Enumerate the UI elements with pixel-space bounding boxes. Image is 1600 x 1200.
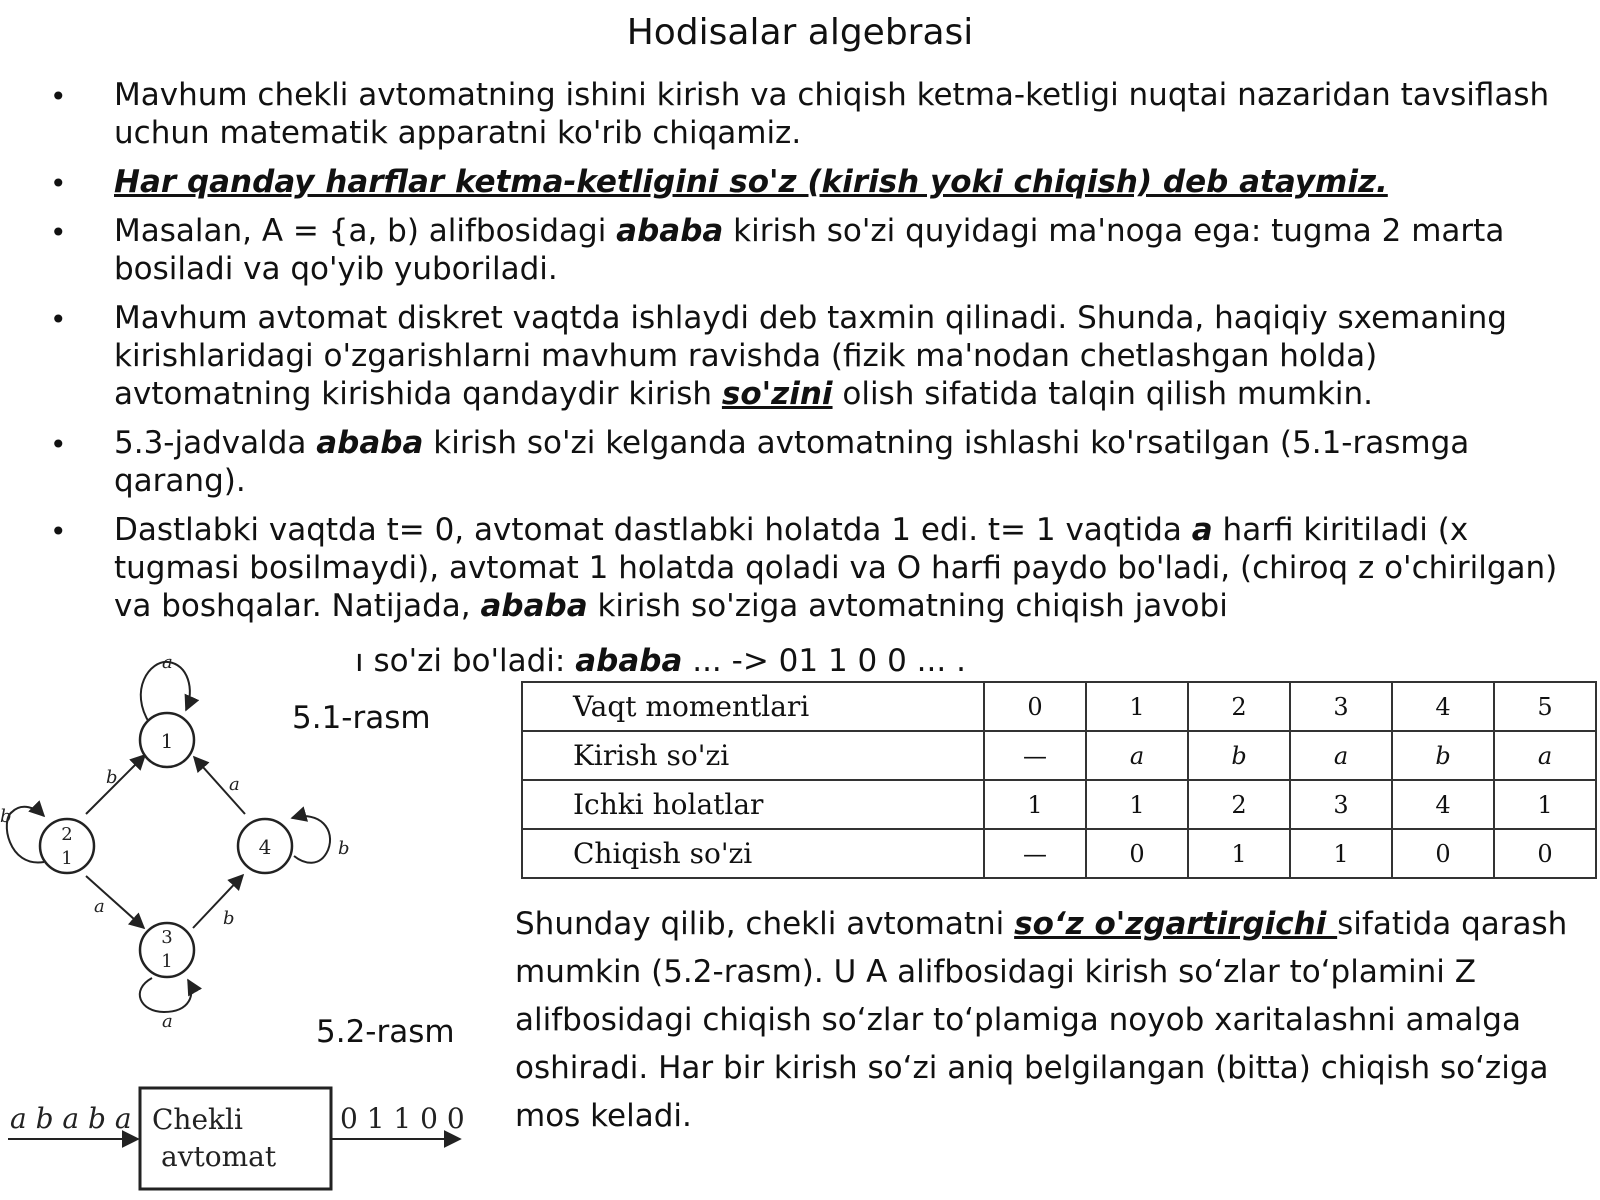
- bullet-2: [30, 163, 1570, 201]
- partial-line-post: ... -> 01 1 0 0 ... .: [682, 643, 966, 678]
- table-cell: —: [984, 829, 1086, 878]
- table-header-cell: 3: [1290, 682, 1392, 731]
- input-word: a b a b a: [10, 1102, 132, 1135]
- table-cell: 0: [1086, 829, 1188, 878]
- bullet-list: [30, 76, 1570, 636]
- table-header-cell: 5: [1494, 682, 1596, 731]
- partial-line-em: ababa: [575, 643, 683, 678]
- bullet-3: [30, 212, 1570, 288]
- table-cell: b: [1392, 731, 1494, 780]
- node-2-label-bottom: 1: [61, 848, 73, 869]
- table-row-label: Chiqish so'zi: [522, 829, 984, 878]
- table-cell: 2: [1188, 780, 1290, 829]
- table-header-cell: 0: [984, 682, 1086, 731]
- summary-paragraph: [515, 900, 1575, 1140]
- figure-1-caption: 5.1-rasm: [292, 700, 431, 736]
- bullet-3-em: ababa: [616, 213, 724, 249]
- table-cell: 1: [1290, 829, 1392, 878]
- bullet-6-p2: harfi kiritiladi (x tugmasi bosilmaydi), avtomat 1 holatda qoladi va O harfi paydo bo'ladi, (chiroq z o'chirilgan) va boshqalar. Natijada,: [114, 512, 1558, 624]
- edge-3-4: [193, 875, 243, 928]
- edge-label-e23: a: [94, 896, 105, 917]
- table-header-row: [522, 682, 1596, 731]
- table-cell: 1: [1188, 829, 1290, 878]
- table-cell: a: [1086, 731, 1188, 780]
- bullet-5-pre: 5.3-jadvalda: [114, 425, 317, 461]
- node-3-label-top: 3: [161, 927, 173, 948]
- partial-line-pre: ı so'zi bo'ladi:: [355, 643, 576, 678]
- table-header-cell: 1: [1086, 682, 1188, 731]
- loop-3: [140, 978, 192, 1012]
- table-row: [522, 780, 1596, 829]
- loop-4: [292, 816, 330, 863]
- table-cell: 3: [1290, 780, 1392, 829]
- bullet-4-post: olish sifatida talqin qilish mumkin.: [832, 376, 1374, 412]
- bullet-5: [30, 424, 1570, 500]
- table-cell: —: [984, 731, 1086, 780]
- table-header-label: Vaqt momentlari: [522, 682, 984, 731]
- slide-title: Hodisalar algebrasi: [626, 12, 974, 53]
- paragraph-post: sifatida qarash mumkin (5.2-rasm). U A alifbosidagi kirish so‘zlar to‘plamini Z alifbosidagi chiqish so‘zlar to‘plamiga noyob xaritalashni amalga oshiradi. Har bir kirish so‘zi aniq belgilangan (bitta) chiqish so‘ziga mos keladi.: [515, 906, 1568, 1134]
- table-header-cell: 2: [1188, 682, 1290, 731]
- bullet-6-em2: ababa: [480, 588, 588, 624]
- node-2-label-top: 2: [61, 824, 73, 845]
- table-cell: a: [1290, 731, 1392, 780]
- bullet-6-p3: kirish so'ziga avtomatning chiqish javobi: [587, 588, 1228, 624]
- edge-label-loop2: b: [0, 806, 12, 827]
- node-4-label: 4: [258, 835, 272, 859]
- bullet-2-text: Har qanday harflar ketma-ketligini so'z (kirish yoki chiqish) deb ataymiz.: [114, 164, 1388, 200]
- table-5-3: [521, 681, 1597, 879]
- table-header-cell: 4: [1392, 682, 1494, 731]
- loop-2: [7, 807, 44, 863]
- bullet-3-post: kirish so'zi quyidagi ma'noga ega: tugma 2 marta bosiladi va qo'yib yuboriladi.: [114, 213, 1505, 287]
- box-label-line2: avtomat: [161, 1140, 277, 1173]
- bullet-6-p1: Dastlabki vaqtda t= 0, avtomat dastlabki holatda 1 edi. t= 1 vaqtida: [114, 512, 1192, 548]
- table-cell: b: [1188, 731, 1290, 780]
- node-3-label-bottom: 1: [161, 951, 173, 972]
- table-row-label: Ichki holatlar: [522, 780, 984, 829]
- bullet-6-em1: a: [1191, 512, 1213, 548]
- bullet-4: [30, 299, 1570, 413]
- bullet-5-em: ababa: [316, 425, 424, 461]
- block-diagram: [0, 1080, 480, 1195]
- table-cell: 1: [1086, 780, 1188, 829]
- box-label-line1: Chekli: [152, 1103, 243, 1136]
- bullet-5-post: kirish so'zi kelganda avtomatning ishlashi ko'rsatilgan (5.1-rasmga qarang).: [114, 425, 1470, 499]
- node-1-label: 1: [160, 729, 174, 753]
- table-cell: 1: [1494, 780, 1596, 829]
- table-row: [522, 829, 1596, 878]
- edge-label-loop1: a: [162, 652, 173, 673]
- table-cell: 0: [1494, 829, 1596, 878]
- table-cell: a: [1494, 731, 1596, 780]
- bullet-1: [30, 76, 1570, 152]
- table-cell: 0: [1392, 829, 1494, 878]
- paragraph-pre: Shunday qilib, chekli avtomatni: [515, 906, 1015, 942]
- bullet-4-em: so'zini: [721, 376, 833, 412]
- edge-label-e41: a: [229, 774, 240, 795]
- edge-label-e21: b: [106, 767, 118, 788]
- table-cell: 1: [984, 780, 1086, 829]
- bullet-3-pre: Masalan, A = {a, b) alifbosidagi: [114, 213, 617, 249]
- figure-2-caption: 5.2-rasm: [316, 1014, 455, 1050]
- edge-label-e34: b: [223, 908, 235, 929]
- table-row: [522, 731, 1596, 780]
- table-row-label: Kirish so'zi: [522, 731, 984, 780]
- edge-label-loop3: a: [162, 1011, 173, 1032]
- output-word: 0 1 1 0 0: [340, 1102, 465, 1135]
- paragraph-em: so‘z o'zgartirgichi: [1014, 906, 1338, 942]
- bullet-6: [30, 511, 1570, 625]
- bullet-4-pre: Mavhum avtomat diskret vaqtda ishlaydi deb taxmin qilinadi. Shunda, haqiqiy sxemaning kirishlaridagi o'zgarishlarni mavhum ravishda (fizik ma'nodan chetlashgan holda) avtomatning kirishida qandaydir kirish: [114, 300, 1507, 412]
- bullet-1-text: Mavhum chekli avtomatning ishini kirish va chiqish ketma-ketligi nuqtai nazaridan tavsiflash uchun matematik apparatni ko'rib chiqamiz.: [114, 77, 1550, 151]
- edge-label-loop4: b: [338, 838, 350, 859]
- table-cell: 4: [1392, 780, 1494, 829]
